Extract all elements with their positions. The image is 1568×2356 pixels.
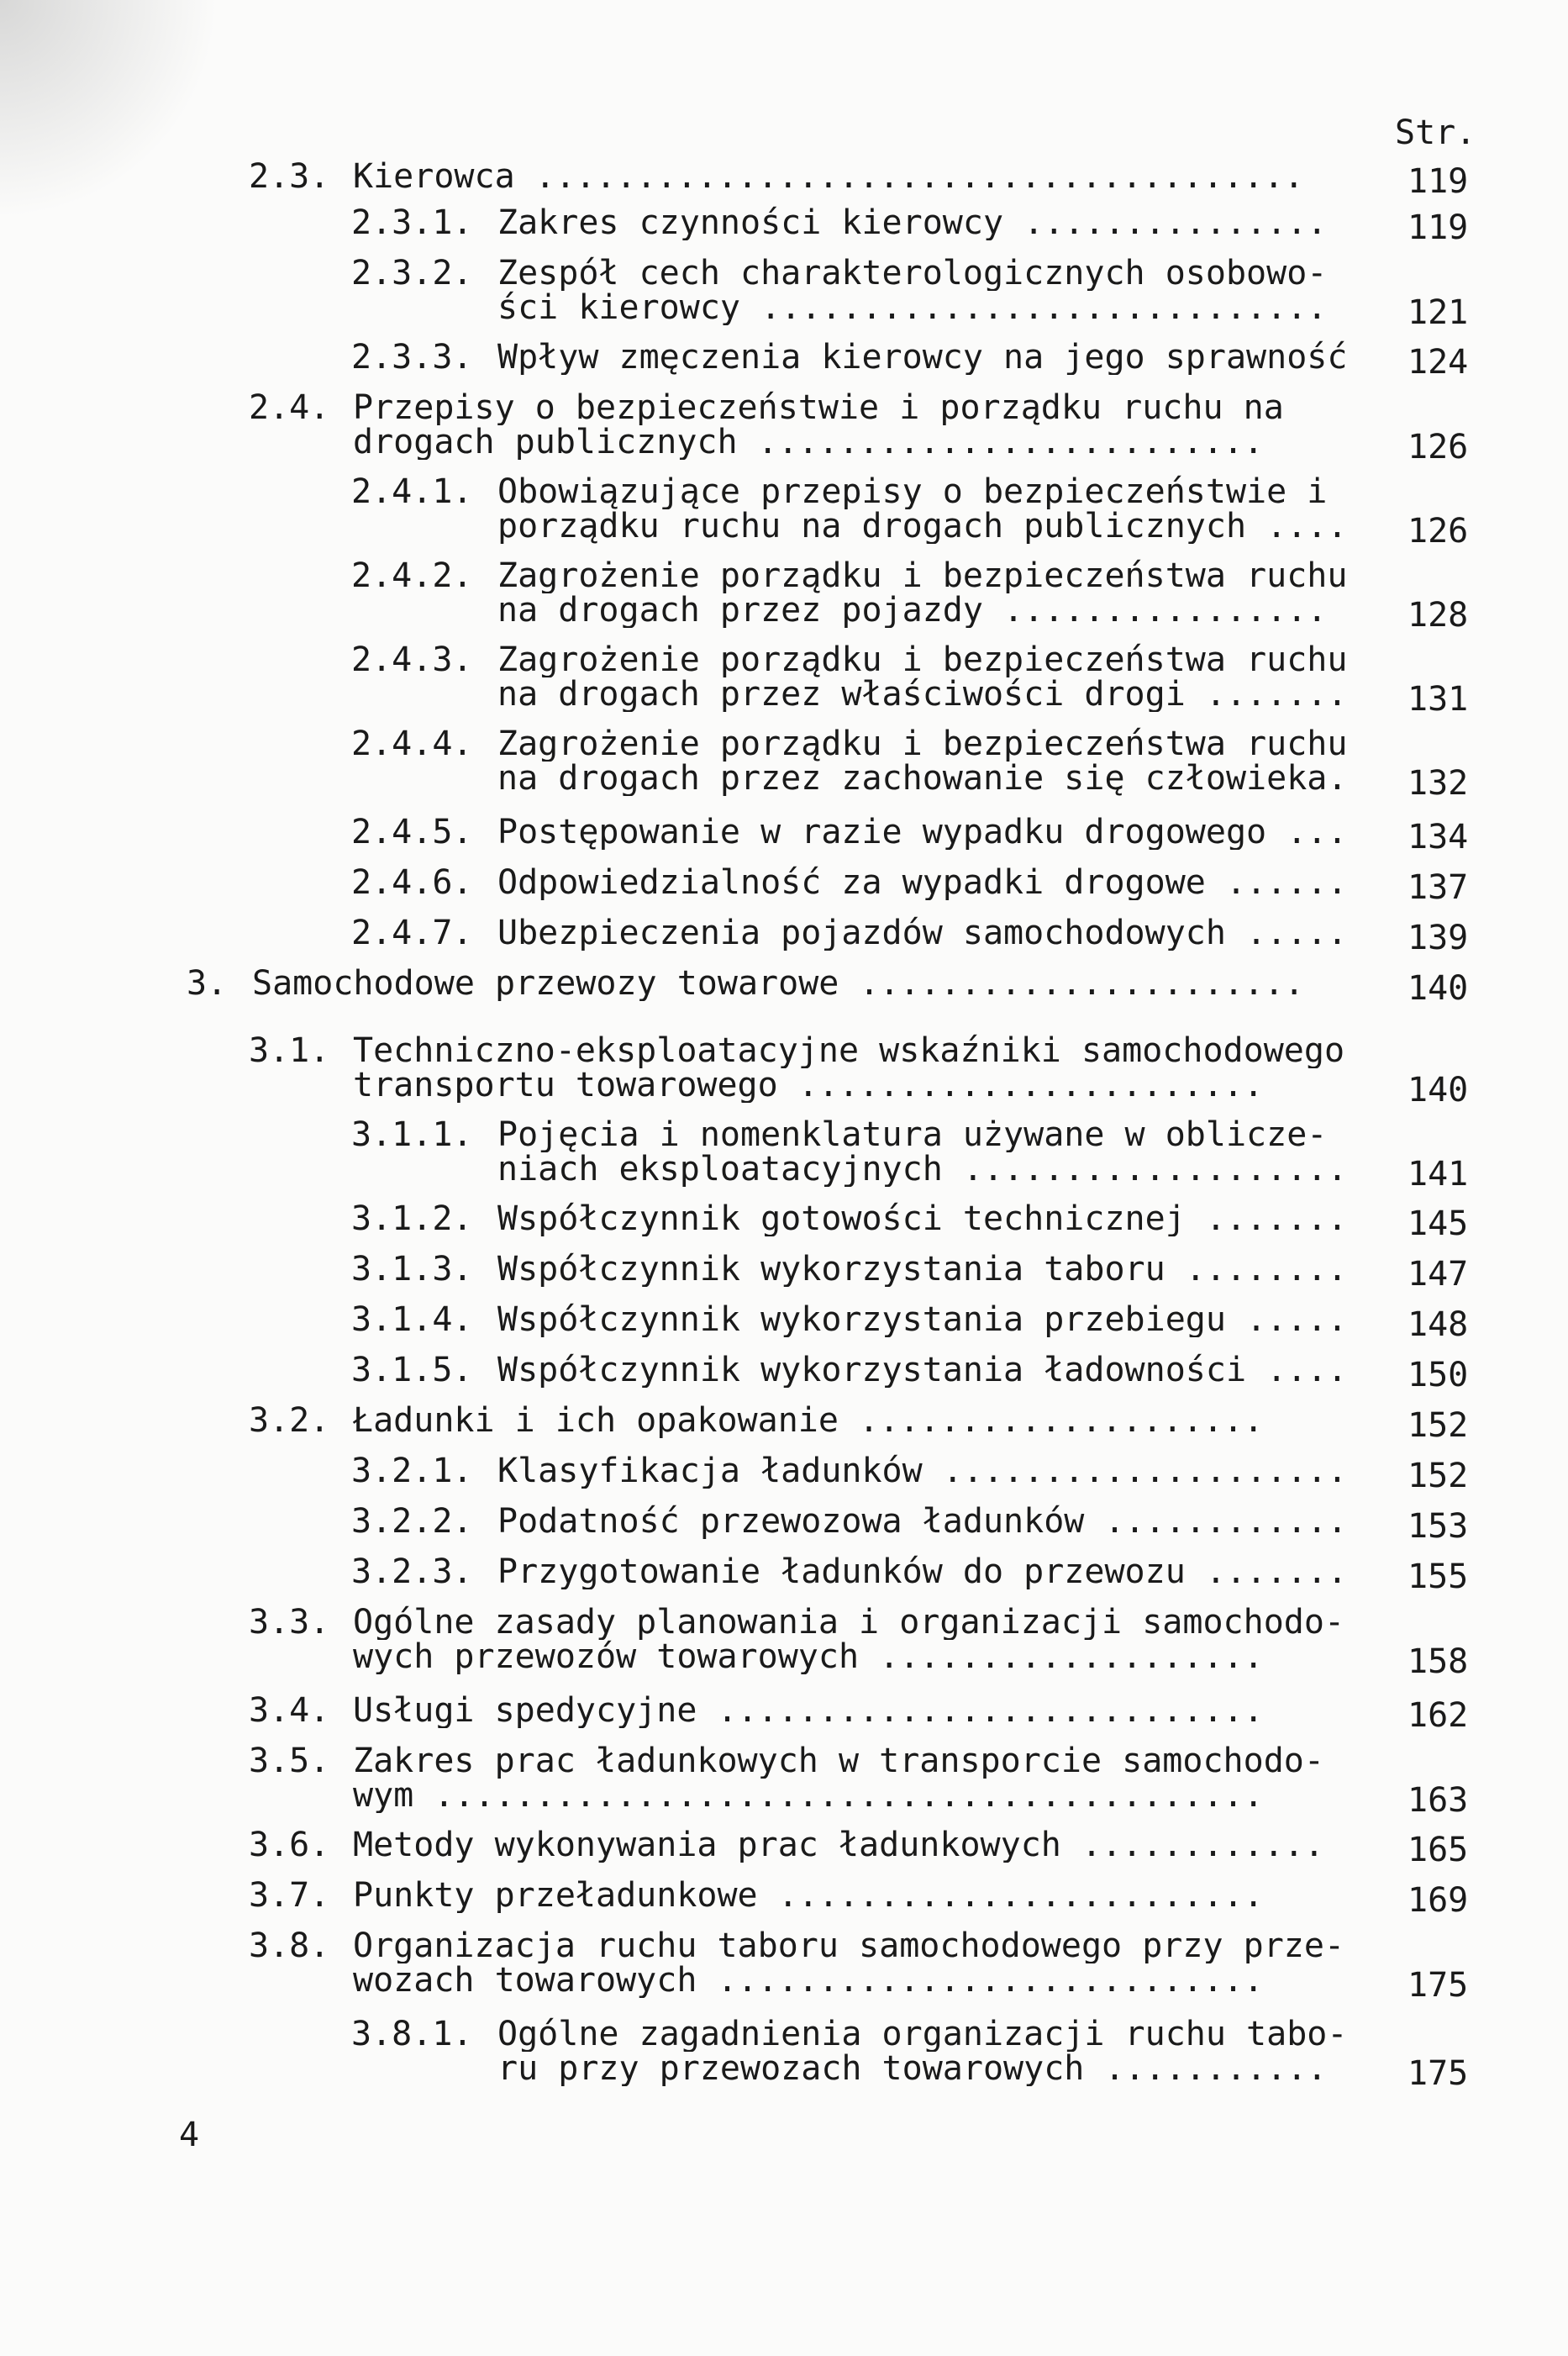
- toc-entry-page: 162: [1408, 1696, 1469, 1735]
- toc-entry-title-line: Ogólne zagadnienia organizacji ruchu tabo-: [497, 2017, 1348, 2052]
- toc-entry-title-line: na drogach przez właściwości drogi .......: [497, 677, 1348, 712]
- page-column-label: Str.: [1395, 113, 1476, 152]
- toc-entry-number: 3.1.1.: [351, 1115, 473, 1154]
- toc-entry-title-line: wym .........................................: [353, 1779, 1264, 1813]
- toc-entry-title-line: na drogach przez zachowanie się człowieka.: [497, 762, 1348, 796]
- toc-entry-number: 3.1.2.: [351, 1199, 473, 1238]
- toc-entry-page: 131: [1408, 680, 1469, 719]
- toc-entry-page: 152: [1408, 1406, 1469, 1445]
- toc-entry-page: 163: [1408, 1781, 1469, 1820]
- toc-entry-title: [353, 160, 1361, 194]
- toc-entry-title: [353, 1828, 1361, 1863]
- toc-entry-number: 2.4.4.: [351, 725, 473, 763]
- toc-entry-title: [497, 916, 1361, 951]
- toc-entry-title-line: wych przewozów towarowych ...................: [353, 1640, 1264, 1674]
- toc-entry-page: 119: [1408, 162, 1469, 201]
- toc-entry-title-line: Podatność przewozowa ładunków ............: [497, 1505, 1348, 1539]
- toc-entry-title-line: Przygotowanie ładunków do przewozu .......: [497, 1555, 1348, 1589]
- toc-entry-number: 3.2.: [249, 1401, 330, 1440]
- toc-entry-page: 153: [1408, 1507, 1469, 1546]
- toc-entry-title-line: Ładunki i ich opakowanie ....................: [353, 1404, 1264, 1438]
- toc-entry-title-line: Współczynnik wykorzystania ładowności ....: [497, 1353, 1348, 1388]
- toc-entry-title-line: Zakres czynności kierowcy ...............: [497, 206, 1328, 240]
- toc-entry-title-line: Punkty przeładunkowe ........................: [353, 1879, 1264, 1913]
- toc-entry-title-line: Klasyfikacja ładunków ....................: [497, 1454, 1348, 1489]
- toc-entry-title-line: Wpływ zmęczenia kierowcy na jego sprawność: [497, 340, 1348, 375]
- scan-shadow: [0, 0, 218, 219]
- toc-entry-number: 3.6.: [249, 1826, 330, 1864]
- toc-entry-title: [497, 1303, 1361, 1337]
- toc-entry-number: 2.3.3.: [351, 338, 473, 377]
- toc-entry-number: 2.4.2.: [351, 556, 473, 595]
- toc-entry-page: 139: [1408, 919, 1469, 957]
- toc-entry-title-line: Współczynnik gotowości technicznej .......: [497, 1202, 1348, 1236]
- toc-entry-title-line: Kierowca ......................................: [353, 160, 1304, 194]
- toc-entry-page: 124: [1408, 343, 1469, 382]
- toc-entry-title: [497, 1505, 1361, 1539]
- toc-entry-title-line: Zakres prac ładunkowych w transporcie samochodo-: [353, 1744, 1324, 1779]
- toc-entry-number: 2.3.1.: [351, 203, 473, 242]
- toc-entry-number: 3.5.: [249, 1742, 330, 1780]
- toc-entry-number: 3.3.: [249, 1603, 330, 1642]
- toc-entry-title: [353, 1404, 1361, 1438]
- toc-entry-page: 147: [1408, 1255, 1469, 1294]
- toc-entry-title: [353, 1694, 1361, 1728]
- toc-entry-page: 158: [1408, 1642, 1469, 1681]
- toc-entry-title: [497, 727, 1361, 796]
- toc-entry-title: [497, 1202, 1361, 1236]
- toc-entry-page: 137: [1408, 868, 1469, 907]
- toc-entry-number: 2.4.7.: [351, 914, 473, 952]
- page-number: 4: [179, 2116, 200, 2154]
- toc-entry-number: 3.1.4.: [351, 1300, 473, 1339]
- toc-entry-number: 3.: [187, 964, 228, 1003]
- toc-entry-title-line: Zagrożenie porządku i bezpieczeństwa ruchu: [497, 727, 1348, 762]
- toc-entry-title: [353, 1605, 1361, 1674]
- toc-entry-number: 3.2.2.: [351, 1502, 473, 1541]
- toc-entry-title: [497, 643, 1361, 712]
- toc-entry-title-line: Metody wykonywania prac ładunkowych ............: [353, 1828, 1324, 1863]
- toc-entry-title: [353, 1034, 1361, 1103]
- toc-entry-page: 148: [1408, 1305, 1469, 1344]
- toc-entry-title-line: Współczynnik wykorzystania taboru ........: [497, 1252, 1348, 1287]
- toc-entry-page: 169: [1408, 1881, 1469, 1920]
- toc-entry-title-line: wozach towarowych ...........................: [353, 1963, 1264, 1998]
- toc-entry-page: 175: [1408, 1966, 1469, 2005]
- toc-entry-number: 3.4.: [249, 1691, 330, 1730]
- toc-entry-title: [497, 256, 1361, 325]
- toc-entry-page: 150: [1408, 1356, 1469, 1394]
- toc-entry-title-line: Przepisy o bezpieczeństwie i porządku ruchu na: [353, 391, 1284, 425]
- toc-entry-number: 2.4.3.: [351, 640, 473, 679]
- toc-entry-page: 140: [1408, 969, 1469, 1008]
- toc-entry-title-line: Techniczno-eksploatacyjne wskaźniki samochodowego: [353, 1034, 1345, 1068]
- toc-entry-title: [497, 475, 1361, 544]
- toc-entry-title-line: Postępowanie w razie wypadku drogowego ...: [497, 815, 1348, 850]
- toc-entry-number: 2.4.5.: [351, 813, 473, 851]
- toc-entry-title-line: Organizacja ruchu taboru samochodowego przy prze-: [353, 1929, 1345, 1963]
- toc-entry-title: [497, 1555, 1361, 1589]
- toc-entry-number: 2.4.6.: [351, 863, 473, 902]
- toc-entry-title: [497, 1353, 1361, 1388]
- toc-entry-title-line: transportu towarowego .......................: [353, 1068, 1264, 1103]
- toc-entry-title: [497, 1118, 1361, 1187]
- toc-entry-title: [497, 815, 1361, 850]
- toc-entry-title-line: Odpowiedzialność za wypadki drogowe ......: [497, 866, 1348, 900]
- toc-entry-title: [353, 391, 1361, 460]
- toc-entry-title-line: Zagrożenie porządku i bezpieczeństwa ruchu: [497, 643, 1348, 677]
- toc-entry-page: 141: [1408, 1155, 1469, 1194]
- toc-entry-page: 132: [1408, 764, 1469, 803]
- toc-entry-title-line: porządku ruchu na drogach publicznych ....: [497, 509, 1348, 544]
- toc-entry-number: 3.1.5.: [351, 1351, 473, 1389]
- toc-entry-title-line: ści kierowcy ............................: [497, 291, 1328, 325]
- toc-entry-title-line: niach eksploatacyjnych ...................: [497, 1152, 1348, 1187]
- toc-entry-title-line: Współczynnik wykorzystania przebiegu .....: [497, 1303, 1348, 1337]
- toc-entry-number: 3.2.1.: [351, 1452, 473, 1490]
- toc-entry-title: [497, 2017, 1361, 2086]
- toc-entry-page: 126: [1408, 428, 1469, 466]
- toc-entry-number: 3.2.3.: [351, 1552, 473, 1591]
- toc-entry-number: 3.1.: [249, 1031, 330, 1070]
- toc-entry-title-line: ru przy przewozach towarowych ...........: [497, 2052, 1328, 2086]
- toc-entry-title: [252, 967, 1361, 1001]
- toc-entry-page: 119: [1408, 208, 1469, 247]
- toc-entry-title: [353, 1744, 1361, 1813]
- toc-entry-title: [497, 866, 1361, 900]
- toc-entry-page: 134: [1408, 818, 1469, 856]
- toc-entry-number: 2.4.1.: [351, 472, 473, 511]
- toc-entry-title-line: Obowiązujące przepisy o bezpieczeństwie i: [497, 475, 1328, 509]
- toc-entry-number: 2.3.: [249, 157, 330, 196]
- toc-entry-page: 126: [1408, 512, 1469, 551]
- toc-entry-number: 2.4.: [249, 388, 330, 427]
- toc-entry-title: [497, 206, 1361, 240]
- toc-entry-page: 140: [1408, 1071, 1469, 1109]
- toc-entry-page: 128: [1408, 596, 1469, 635]
- toc-entry-number: 3.1.3.: [351, 1250, 473, 1289]
- toc-entry-title-line: Pojęcia i nomenklatura używane w oblicze-: [497, 1118, 1328, 1152]
- toc-entry-page: 165: [1408, 1831, 1469, 1869]
- toc-entry-title-line: Zagrożenie porządku i bezpieczeństwa ruchu: [497, 559, 1348, 593]
- toc-entry-title-line: Zespół cech charakterologicznych osobowo-: [497, 256, 1328, 291]
- toc-entry-title: [497, 559, 1361, 628]
- toc-entry-title: [353, 1929, 1361, 1998]
- toc-entry-title-line: Samochodowe przewozy towarowe ......................: [252, 967, 1305, 1001]
- toc-entry-title-line: drogach publicznych .........................: [353, 425, 1264, 460]
- toc-entry-page: 155: [1408, 1557, 1469, 1596]
- toc-entry-title-line: Ubezpieczenia pojazdów samochodowych .....: [497, 916, 1348, 951]
- toc-entry-page: 121: [1408, 293, 1469, 332]
- toc-entry-number: 3.8.1.: [351, 2015, 473, 2053]
- toc-entry-title-line: na drogach przez pojazdy ................: [497, 593, 1328, 628]
- toc-entry-page: 175: [1408, 2054, 1469, 2093]
- toc-entry-title: [497, 1252, 1361, 1287]
- toc-entry-title-line: Usługi spedycyjne ...........................: [353, 1694, 1264, 1728]
- toc-entry-title: [497, 340, 1361, 375]
- toc-entry-number: 3.7.: [249, 1876, 330, 1915]
- toc-entry-page: 152: [1408, 1457, 1469, 1495]
- toc-entry-number: 2.3.2.: [351, 254, 473, 293]
- toc-entry-page: 145: [1408, 1204, 1469, 1243]
- toc-entry-title: [497, 1454, 1361, 1489]
- toc-entry-title-line: Ogólne zasady planowania i organizacji samochodo-: [353, 1605, 1345, 1640]
- toc-entry-title: [353, 1879, 1361, 1913]
- toc-entry-number: 3.8.: [249, 1926, 330, 1965]
